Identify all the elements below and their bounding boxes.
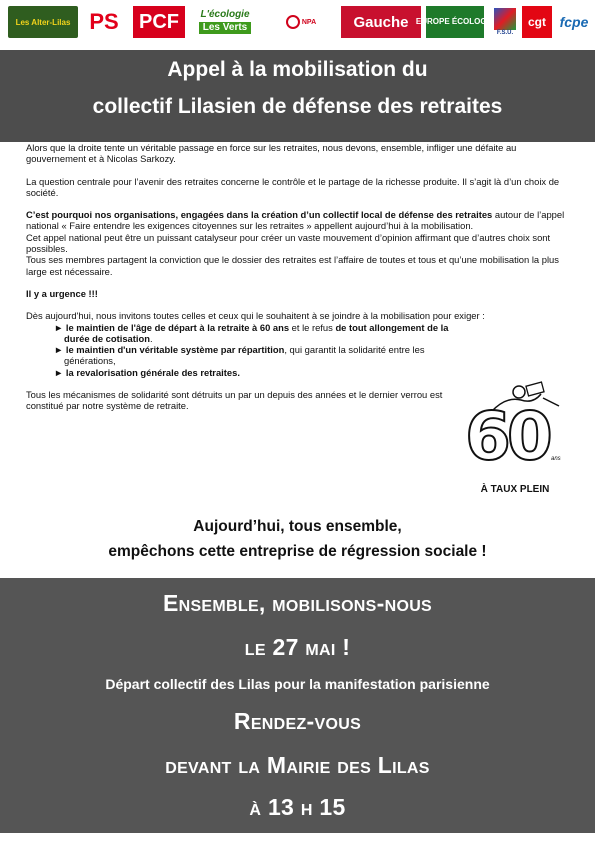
demand-revalorisation (54, 367, 459, 378)
sixty-number: 60 (465, 398, 549, 475)
europe-ecologie-logo-text: EUROPE ÉCOLOGIE (415, 16, 495, 26)
paragraph-mechanisms: Tous les mécanismes de solidarité sont détruits un par un depuis des années et le dernier verrou est constitué par notre système de retraite. (26, 389, 443, 412)
europe-ecologie-logo (415, 6, 495, 38)
demand-1-b: et le refus (289, 321, 336, 333)
fsu-logo (490, 6, 520, 38)
verts-logo-text-a: L'écologie (200, 9, 250, 20)
footer-rendezvous: Rendez-vous (233, 708, 362, 734)
paragraph-conviction: Tous ses membres partagent la conviction que le dossier des retraites est l’affaire de toutes et tous et qu’une mobilisation la plus large est nécessaire. (26, 254, 559, 277)
fsu-emblem-icon (494, 8, 516, 30)
footer-line-1: Ensemble, mobilisons-nous (162, 590, 433, 616)
taux-plein-label: À TAUX PLEIN (480, 484, 550, 495)
demand-1-a: ► le maintien de l'âge de départ à la retraite à 60 ans (54, 321, 290, 333)
sixty-emblem (461, 376, 569, 500)
footer-departure: Départ collectif des Lilas pour la manifestation parisienne (105, 676, 490, 692)
fsu-logo-text: F.S.U. (496, 30, 514, 36)
fcpe-logo (556, 6, 592, 38)
sixty-ans-label: ans (551, 456, 561, 462)
footer-time: à 13 h 15 (249, 794, 346, 820)
demands-list (54, 322, 459, 378)
organisations-bold: C’est pourquoi nos organisations, engagées dans la création d’un collectif local de défense des retraites (26, 209, 493, 221)
ps-logo-text: PS (89, 9, 119, 34)
demand-retirement-age (54, 322, 459, 345)
paragraph-organisations (26, 209, 574, 232)
urgency-heading: Il y a urgence !!! (26, 287, 98, 299)
call-line-2: empêchons cette entreprise de régression sociale ! (108, 543, 487, 560)
title-line-1: Appel à la mobilisation du (167, 58, 428, 81)
mobilisation-banner (0, 578, 595, 833)
ps-logo (82, 6, 126, 38)
fcpe-logo-text: fcpe (559, 14, 589, 30)
demand-3-b: la revalorisation générale des retraites. (65, 366, 240, 378)
title-line-2: collectif Lilasien de défense des retraites (92, 95, 503, 118)
title-banner (0, 50, 595, 142)
pcf-logo (133, 6, 185, 38)
demand-3-a: ► (54, 366, 66, 378)
verts-logo (190, 6, 260, 38)
demand-1-d: . (149, 332, 153, 344)
npa-circle-icon (286, 15, 300, 29)
alter-lilas-logo-text: Les Alter-Lilas (15, 17, 71, 27)
footer-date: le 27 mai ! (244, 634, 351, 660)
organisations-rest: autour de l’appel national « Faire entendre les exigences citoyennes sur les retraites » appellent aujourd’hui à la mobilisation. (26, 209, 565, 232)
logo-strip (0, 0, 595, 50)
demand-repartition (54, 344, 459, 367)
pcf-logo-text: PCF (139, 10, 179, 33)
cgt-logo-text: cgt (528, 15, 546, 29)
paragraph-catalyst: Cet appel national peut être un puissant catalyseur pour créer un vaste mouvement d’opinion affirmant que d’autres choix sont possibles. (26, 231, 551, 255)
alter-lilas-logo (8, 6, 78, 38)
verts-logo-text-b: Les Verts (199, 22, 251, 34)
footer-place: devant la Mairie des Lilas (165, 752, 430, 778)
demand-2-b: , qui garantit la solidarité entre les générations, (64, 344, 425, 367)
parti-de-gauche-logo-text: Gauche (353, 13, 409, 31)
paragraph-intro: Alors que la droite tente un véritable passage en force sur les retraites, nous devons, ensemble, infliger une défaite au gouvernement et à Nicolas Sarkozy. (26, 142, 517, 165)
call-line-1: Aujourd’hui, tous ensemble, (193, 518, 402, 535)
npa-logo-text: NPA (301, 18, 317, 26)
demand-2-a: ► le maintien d'un véritable système par répartition (54, 344, 285, 356)
paragraph-invitation: Dès aujourd'hui, nous invitons toutes celles et ceux qui le souhaitent à se joindre à la mobilisation pour exiger : (26, 310, 485, 322)
cgt-logo (522, 6, 552, 38)
demand-1-c: de tout allongement de la durée de cotisation (64, 321, 449, 344)
npa-logo (265, 6, 337, 38)
paragraph-question: La question centrale pour l’avenir des retraites concerne le contrôle et le partage de la richesse produite. Il s’agit là d’un choix de société. (26, 175, 560, 198)
parti-de-gauche-logo (341, 6, 421, 38)
